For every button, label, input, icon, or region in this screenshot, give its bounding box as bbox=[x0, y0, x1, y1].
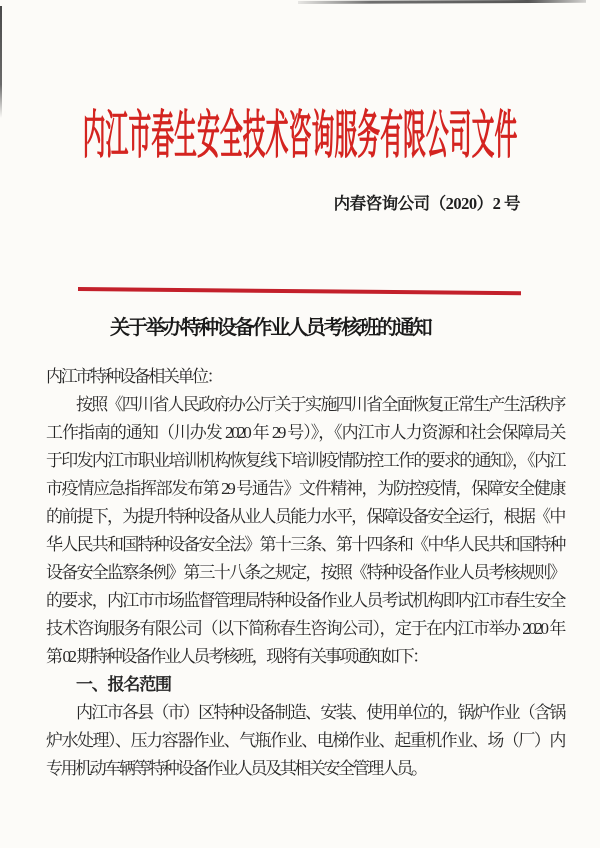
body-line: 华人民共和国特种设备安全法》第十三条、第十四条和《中华人民共和国特种 bbox=[46, 535, 564, 554]
body-line: 内江市各县（市）区特种设备制造、安装、使用单位的，锅炉作业（含锅 bbox=[76, 703, 564, 722]
body-line: 市疫情应急指挥部发布第 29 号通告》文件精神，为防控疫情，保障安全健康 bbox=[46, 479, 564, 498]
body-line: 一、报名范围 bbox=[76, 675, 171, 694]
scan-artifact-top-edge bbox=[298, 0, 586, 4]
body-line: 的前提下，为提升特种设备从业人员能力水平，保障设备安全运行，根据《中 bbox=[46, 507, 564, 526]
body-line: 按照《四川省人民政府办公厅关于实施四川省全面恢复正常生产生活秩序 bbox=[76, 395, 564, 414]
doc-number: 内春咨询公司（2020）2 号 bbox=[333, 194, 520, 213]
body-line: 设备安全监察条例》第三十八条之规定，按照《特种设备作业人员考核规则》 bbox=[46, 563, 564, 582]
org-header-title: 内江市春生安全技术咨询服务有限公司文件 bbox=[82, 108, 518, 165]
document-body bbox=[46, 363, 564, 783]
body-line: 工作指南的通知（川办发 2020 年 29 号）》，《内江市人力资源和社会保障局关 bbox=[46, 423, 564, 442]
org-header bbox=[0, 106, 600, 168]
body-line: 专用机动车辆等特种设备作业人员及其相关安全管理人员。 bbox=[46, 759, 426, 778]
red-separator-rule bbox=[78, 287, 521, 295]
body-line: 炉水处理）、压力容器作业、气瓶作业、电梯作业、起重机作业、场（厂）内 bbox=[46, 731, 564, 750]
body-line: 内江市特种设备相关单位： bbox=[46, 367, 222, 386]
body-line: 的要求，内江市市场监督管理局特种设备作业人员考试机构即内江市春生安全 bbox=[46, 591, 564, 610]
body-line: 技术咨询服务有限公司（以下简称春生咨询公司），定于在内江市举办 2020 年 bbox=[46, 619, 564, 638]
body-line: 于印发内江市职业培训机构恢复线下培训疫情防控工作的要求的通知》，《内江 bbox=[46, 451, 564, 470]
document-title: 关于举办特种设备作业人员考核班的通知 bbox=[110, 317, 431, 339]
body-line: 第 02 期特种设备作业人员考核班，现将有关事项通知如下： bbox=[46, 647, 427, 666]
scan-artifact-left-edge bbox=[0, 6, 2, 118]
